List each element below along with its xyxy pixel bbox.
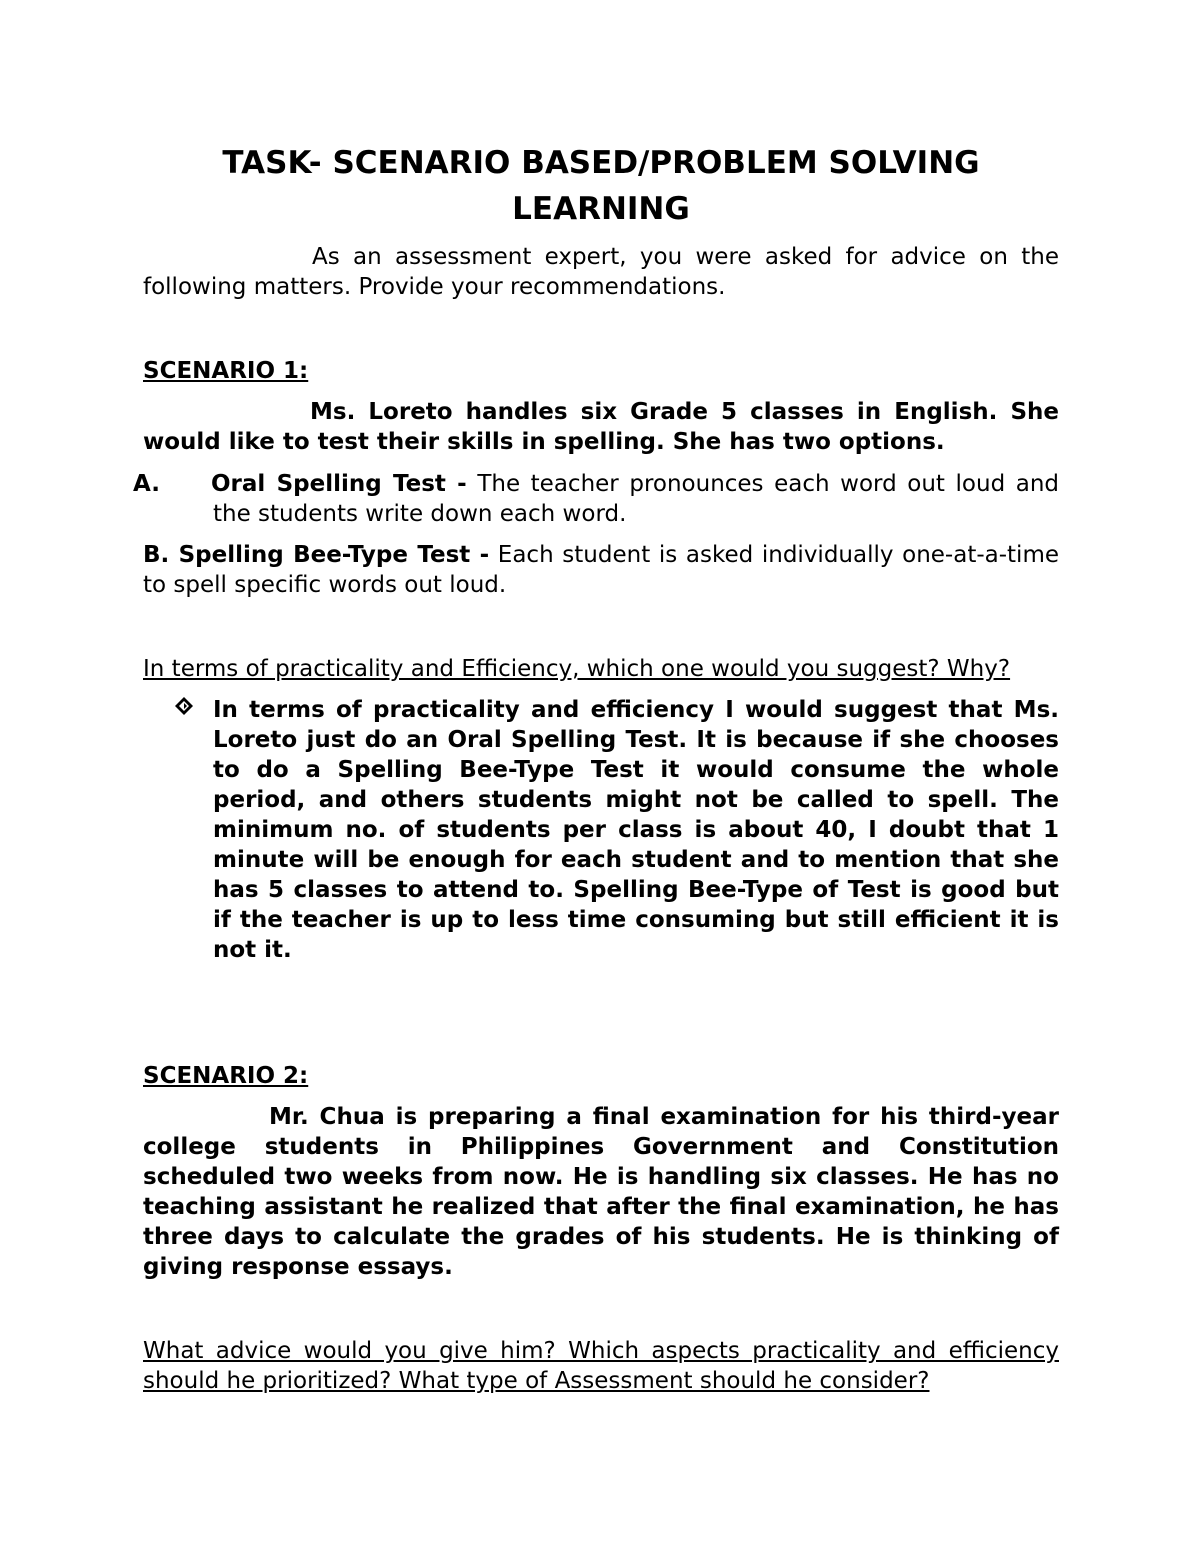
option-b xyxy=(143,540,1059,600)
option-a-text: The teacher pronounces each word out loud and the students write down each word. xyxy=(213,471,1060,527)
scenario-2-body: Mr. Chua is preparing a final examination for his third-year college students in Philippines Government and Constitution scheduled two weeks from now. He is handling six classes. He has no teaching assistant he realized that after the final examination, he has three days to calculate the grades of his students. He is thinking of giving response essays. xyxy=(143,1104,1059,1280)
page-title xyxy=(143,140,1059,232)
option-b-label: B. Spelling Bee-Type Test - xyxy=(143,542,490,568)
scenario-1-answer xyxy=(173,695,1059,965)
diamond-bullet-icon xyxy=(173,695,195,726)
option-b-text: Each student is asked individually one-at-a-time to spell specific words out loud. xyxy=(143,542,1059,598)
scenario-1-body: Ms. Loreto handles six Grade 5 classes in English. She would like to test their skills in spelling. She has two options. xyxy=(143,399,1059,455)
option-a-letter: A. xyxy=(133,471,160,497)
title-line-2: LEARNING xyxy=(512,191,690,227)
scenario-1-answer-text: In terms of practicality and efficiency I would suggest that Ms. Loreto just do an Oral Spelling Test. It is because if she chooses to do a Spelling Bee-Type Test it would consume the whole period, and others students might not be called to spell. The minimum no. of students per class is about 40, I doubt that 1 minute will be enough for each student and to mention that she has 5 classes to attend to. Spelling Bee-Type of Test is good but if the teacher is up to less time consuming but still efficient it is not it. xyxy=(213,697,1059,963)
scenario-2-heading: SCENARIO 2: xyxy=(143,1063,309,1089)
scenario-1-heading: SCENARIO 1: xyxy=(143,358,309,384)
scenario-2-question: What advice would you give him? Which aspects practicality and efficiency should he prioritized? What type of Assessment should he consider? xyxy=(143,1338,1059,1394)
option-a-label: Oral Spelling Test - xyxy=(211,471,467,497)
title-line-1: TASK- SCENARIO BASED/PROBLEM SOLVING xyxy=(222,145,980,181)
option-a xyxy=(133,469,1060,529)
scenario-1-question: In terms of practicality and Efficiency, which one would you suggest? Why? xyxy=(143,656,1011,682)
intro-paragraph: As an assessment expert, you were asked for advice on the following matters. Provide your recommendations. xyxy=(143,244,1059,300)
